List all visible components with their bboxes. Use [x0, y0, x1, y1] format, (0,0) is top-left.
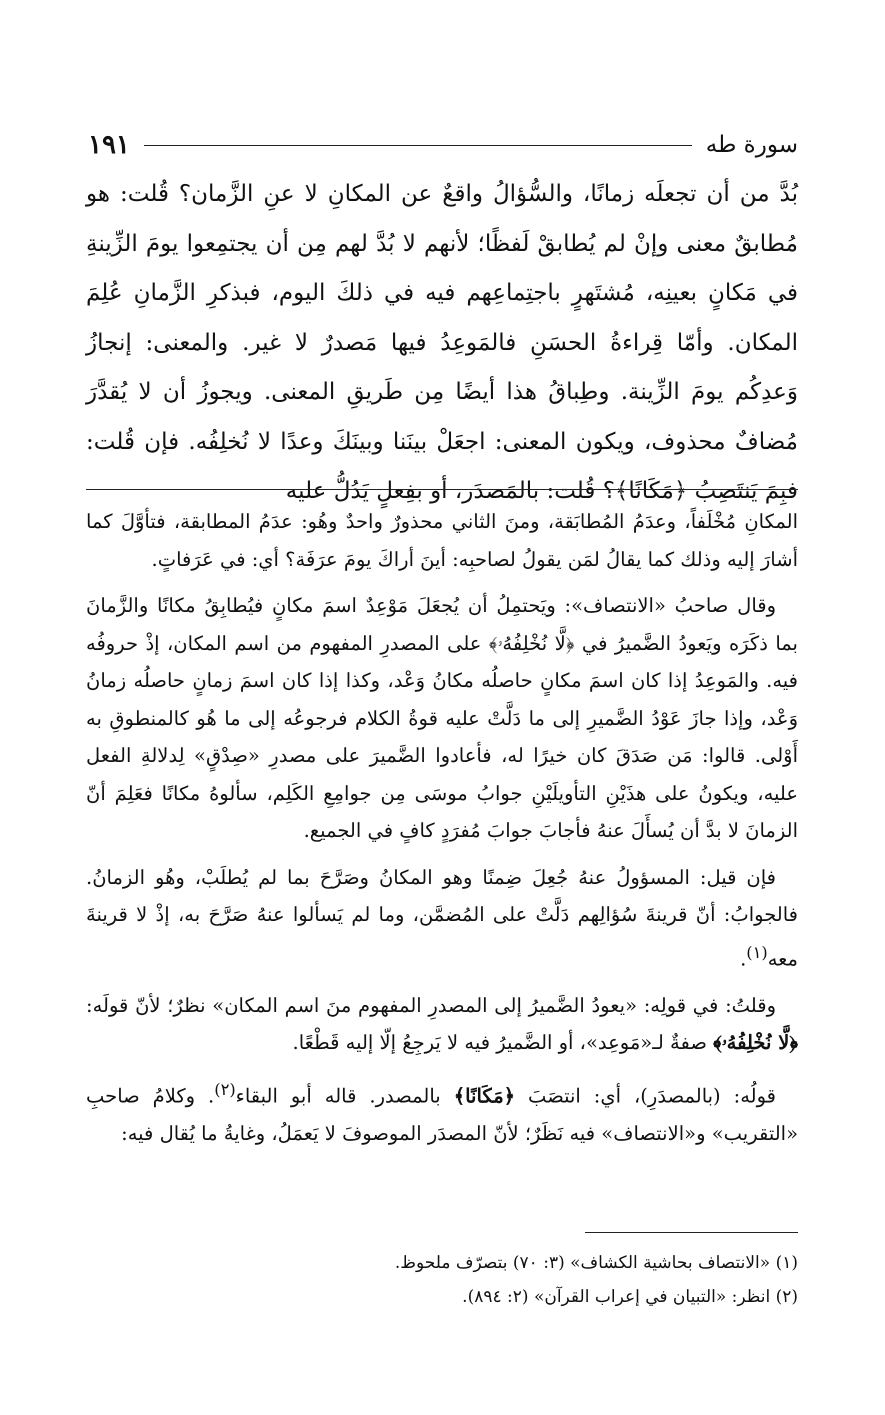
footnote-2: (٢) انظر: «التبيان في إعراب القرآن» (٢: ٨٩٤).: [462, 1287, 798, 1307]
footnote-rule: [585, 1232, 798, 1233]
footnote-1: (١) «الانتصاف بحاشية الكشاف» (٣: ٧٠) بتصرّف ملحوظ.: [394, 1253, 798, 1273]
gloss-paragraph-4-text: وقلتُ: في قولِه: «يعودُ الضَّميرُ إلى المصدرِ المفهوم منَ اسم المكان» نظرٌ؛ لأنّ قولَه:: [86, 993, 776, 1017]
gloss-paragraph-5-mid: بالمصدر. قاله أبو البقاء: [235, 1084, 454, 1107]
gloss-paragraph-1: المكانِ مُخْلَفاً، وعدَمُ المُطابَقة، ومنَ الثاني محذورٌ واحدٌ وهُو: عدَمُ المطابقة، فتأوَّلَ كما أشارَ إليه وذلك كما يقالُ لمَن يقولُ لصاحبِه: أينَ أراكَ يومَ عرَفَة؟ أي: في عَرَفاتٍ.: [86, 510, 798, 571]
gloss-paragraph-5: [86, 1071, 798, 1153]
header-rule: [144, 145, 692, 146]
footnotes: [86, 1246, 798, 1314]
gloss-paragraph-3: [86, 859, 798, 978]
surah-title: سورة طه: [705, 132, 798, 158]
gloss-paragraph-5-end: . وكلامُ صاحبِ «التقريب» و«الانتصاف» فيه نَظَرٌ؛ لأنّ المصدَر الموصوفَ لا يَعمَلُ، وغايةُ ما يُقال فيه:: [86, 1084, 798, 1145]
footnote-ref-1: (١): [746, 942, 768, 962]
gloss-paragraph-4: [86, 987, 798, 1062]
text-gloss-separator: [86, 489, 798, 490]
quran-quote: ﴿مَكَانًا﴾: [453, 1084, 516, 1107]
gloss-paragraph-3-end: .: [740, 947, 747, 970]
gloss-paragraph-4-end: صفةٌ لـ«مَوعِد»، أو الضَّميرُ فيه لا يَرجِعُ إلّا إليه قَطْعًا.: [292, 1031, 714, 1054]
gloss-commentary: [86, 503, 798, 1161]
gloss-paragraph-5-text: قولُه: (بالمصدَرِ)، أي: انتصَبَ: [515, 1084, 776, 1107]
gloss-paragraph-2: وقال صاحبُ «الانتصاف»: ويَحتمِلُ أن يُجعَلَ مَوْعِدٌ اسمَ مكانٍ فيُطابِقُ مكانًا والزَّمانَ بما ذكَرَه ويَعودُ الضَّميرُ في ﴿لَّا نُخْلِفُهُۥ﴾ على المصدرِ المفهوم من اسم المكان، إذْ حروفُه فيه. والمَوعِدُ إذا كان اسمَ مكانٍ حاصلُه مكانُ وَعْد، وكذا إذا كان اسمَ زمانٍ حاصلُه زمانُ وَعْد، وإذا جازَ عَوْدُ الضَّميرِ إلى ما دَلَّتْ عليه قوةُ الكلام فرجوعُه إلى ما هُو كالمنطوقِ به أَوْلى. قالوا: مَن صَدَقَ كان خيرًا له، فأعادوا الضَّميرَ على مصدرِ «صِدْقٍ» لِدلالةِ الفعل عليه، ويكونُ على هذَيْنِ التأويلَيْنِ جوابُ موسَى مِن جوامِعِ الكَلِم، سألوهُ مكانًا فعَلِمَ أنّ الزمانَ لا بدَّ أن يُسأَلَ عنهُ فأجابَ جوابَ مُفرَدٍ كافٍ في الجميع.: [86, 594, 798, 842]
gloss-paragraph-3-text: فإن قيل: المسؤولُ عنهُ جُعِلَ ضِمنًا وهو المكانُ وصَرَّحَ بما لم يُطلَبْ، وهُو الزمانُ. فالجوابُ: أنّ قرينةَ سُؤالِهم دَلَّتْ على المُضمَّن، وما لم يَسألوا عنهُ صَرَّحَ به، إذْ لا قرينةَ معه: [86, 865, 798, 970]
main-paragraph: بُدَّ من أن تجعلَه زمانًا، والسُّؤالُ واقعٌ عن المكانِ لا عنِ الزَّمان؟ قُلت: هو مُطابقٌ معنى وإنْ لم يُطابقْ لَفظًا؛ لأنهم لا بُدَّ لهم مِن أن يجتمِعوا يومَ الزِّينةِ في مَكانٍ بعينِه، مُشتَهرٍ باجتِماعِهم فيه في ذلكَ اليوم، فبذكرِ الزَّمانِ عُلِمَ المكان. وأمّا قِراءةُ الحسَنِ فالمَوعِدُ فيها مَصدرٌ لا غير. والمعنى: إنجازُ وَعدِكُم يومَ الزِّينة. وطِباقُ هذا أيضًا مِن طَريقِ المعنى. ويجوزُ أن لا يُقدَّرَ مُضافٌ محذوف، ويكون المعنى: اجعَلْ بينَنا وبينَكَ وعدًا لا نُخلِفُه. فإن قُلت: فبِمَ يَنتَصِبُ ﴿مَكَانًا﴾؟ قُلت: بالمَصدَر، أو بفِعلٍ يَدُلُّ عليه: [86, 181, 798, 504]
quran-quote: ﴿لَّا نُخْلِفُهُۥ﴾: [713, 1031, 798, 1054]
running-header: [88, 126, 798, 164]
footnote-ref-2: (٢): [214, 1079, 236, 1099]
main-text: [86, 170, 798, 517]
page-number: ١٩١: [88, 130, 130, 160]
